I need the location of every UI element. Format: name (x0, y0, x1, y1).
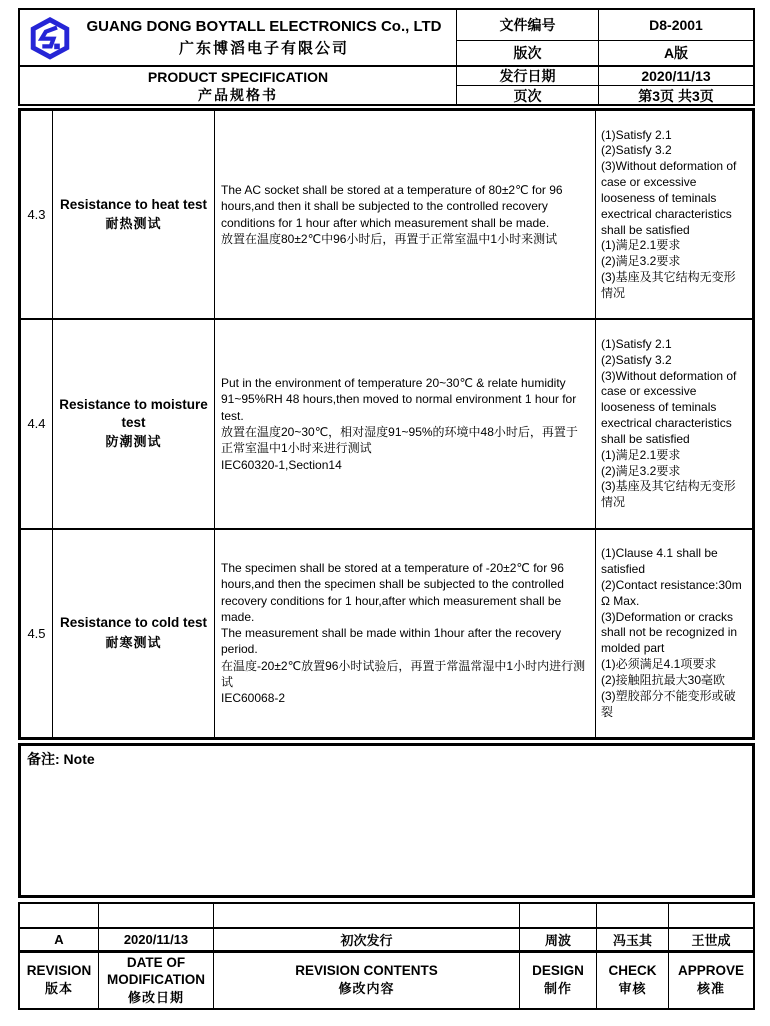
field-label-doc-number: 文件编号 (456, 10, 598, 40)
revision-approve: 王世成 (668, 927, 753, 950)
test-name (52, 111, 214, 318)
revision-table (18, 902, 755, 1010)
company-logo-icon (28, 14, 72, 62)
revision-header-date: DATE OF MODIFICATION 修改日期 (98, 950, 213, 1008)
test-row-heat (21, 111, 752, 318)
test-row-moisture (21, 318, 752, 527)
company-name-cn: 广东博滔电子有限公司 (178, 39, 349, 57)
test-name (52, 320, 214, 527)
test-name-cn: 防潮测试 (105, 434, 162, 450)
test-id: 4.4 (27, 416, 46, 432)
criteria-line: (1)必须满足4.1项要求 (601, 657, 717, 672)
description-line: The AC socket shall be stored at a temperature of 80±2℃ for 96 hours,and then it shall be subjected to the controlled recovery conditions for 1 hour after which measurement shall be made. (221, 183, 563, 230)
description-line: The specimen shall be stored at a temperature of -20±2℃ for 96 hours,and then the specimen shall be subjected to the controlled recovery conditions for 1 hour,after which measurement shall be made. (221, 560, 564, 624)
test-name-cn: 耐热测试 (105, 216, 162, 232)
document-title (20, 65, 456, 106)
revision-date: 2020/11/13 (98, 927, 213, 950)
field-label-issue-date: 发行日期 (456, 65, 598, 85)
criteria-line: (1)Clause 4.1 shall be satisfied (601, 546, 718, 577)
field-label-version: 版次 (456, 40, 598, 65)
company-header (20, 10, 456, 65)
criteria-line: (2)Satisfy 3.2 (601, 143, 672, 158)
test-table (18, 108, 755, 740)
empty-cell (519, 904, 596, 927)
description-line: IEC60068-2 (221, 691, 286, 706)
test-criteria (595, 530, 752, 737)
revision-check: 冯玉其 (596, 927, 668, 950)
revision-header-revision: REVISION 版本 (20, 950, 98, 1008)
company-name-en: GUANG DONG BOYTALL ELECTRONICS Co., LTD (86, 17, 442, 35)
test-criteria (595, 320, 752, 527)
criteria-line: (2)满足3.2要求 (601, 254, 681, 269)
description-line: 放置在温度20~30℃，相对湿度91~95%的环境中48小时后，再置于正常室温中1小时来进行测试 (221, 424, 578, 456)
criteria-line: (1)Satisfy 2.1 (601, 127, 672, 142)
test-row-cold (21, 528, 752, 737)
revision-header-approve: APPROVE 核准 (668, 950, 753, 1008)
criteria-line: (2)接触阻抗最大30毫欧 (601, 672, 726, 687)
description-line: 放置在温度80±2℃中96小时后，再置于正常室温中1小时来测试 (221, 231, 558, 246)
empty-cell (98, 904, 213, 927)
test-description (214, 530, 595, 737)
document-title-cn: 产品规格书 (198, 86, 278, 103)
criteria-line: (3)Deformation or cracks shall not be recognized in molded part (601, 609, 738, 656)
note-label: 备注: Note (27, 751, 95, 767)
criteria-line: (3)基座及其它结构无变形情况 (601, 270, 736, 300)
description-line: 在温度-20±2℃放置96小时试验后，再置于常温常湿中1小时内进行测试 (221, 658, 586, 690)
test-name-en: Resistance to heat test (59, 196, 208, 212)
test-id: 4.5 (27, 625, 46, 641)
revision-contents: 初次发行 (213, 927, 519, 950)
revision-header-contents: REVISION CONTENTS 修改内容 (213, 950, 519, 1008)
criteria-line: (3)基座及其它结构无变形情况 (601, 479, 736, 510)
revision-design: 周波 (519, 927, 596, 950)
test-name-en: Resistance to cold test (59, 615, 208, 631)
criteria-line: (2)Contact resistance:30m Ω Max. (601, 577, 742, 608)
criteria-line: (2)满足3.2要求 (601, 463, 681, 478)
empty-cell (20, 904, 98, 927)
note-section (18, 743, 755, 898)
test-name-cn: 耐寒测试 (105, 634, 162, 650)
field-value-version: A版 (598, 40, 753, 65)
criteria-line: (1)满足2.1要求 (601, 447, 681, 462)
criteria-line: (3)Without deformation of case or excessive looseness of teminals exectrical characteristics shall be satisfied (601, 368, 737, 446)
description-line: IEC60320-1,Section14 (221, 457, 342, 472)
field-value-issue-date: 2020/11/13 (598, 65, 753, 85)
revision-header-check: CHECK 审核 (596, 950, 668, 1008)
empty-cell (213, 904, 519, 927)
empty-cell (596, 904, 668, 927)
field-value-page: 第3页 共3页 (598, 85, 753, 106)
criteria-line: (1)满足2.1要求 (601, 238, 681, 253)
empty-cell (668, 904, 753, 927)
description-line: Put in the environment of temperature 20~30℃ & relate humidity 91~95%RH 48 hours,then moved to normal environment 1 hour for test. (221, 376, 577, 423)
criteria-line: (1)Satisfy 2.1 (601, 336, 672, 351)
test-name (52, 530, 214, 737)
test-criteria (595, 111, 752, 318)
criteria-line: (3)Without deformation of case or excessive looseness of teminals exectrical characteristics shall be satisfied (601, 159, 737, 237)
revision-header-design: DESIGN 制作 (519, 950, 596, 1008)
criteria-line: (3)塑胶部分不能变形或破裂 (601, 688, 736, 719)
field-value-doc-number: D8-2001 (598, 10, 753, 40)
test-id: 4.3 (27, 207, 46, 223)
revision-value: A (20, 927, 98, 950)
company-name-block (72, 16, 456, 60)
criteria-line: (2)Satisfy 3.2 (601, 352, 672, 367)
test-description (214, 111, 595, 318)
test-description (214, 320, 595, 527)
test-name-en: Resistance to moisture test (59, 397, 208, 431)
header-table (18, 8, 755, 106)
document-title-en: PRODUCT SPECIFICATION (147, 68, 329, 85)
field-label-page: 页次 (456, 85, 598, 106)
description-line: The measurement shall be made within 1hour after the recovery period. (221, 626, 562, 657)
